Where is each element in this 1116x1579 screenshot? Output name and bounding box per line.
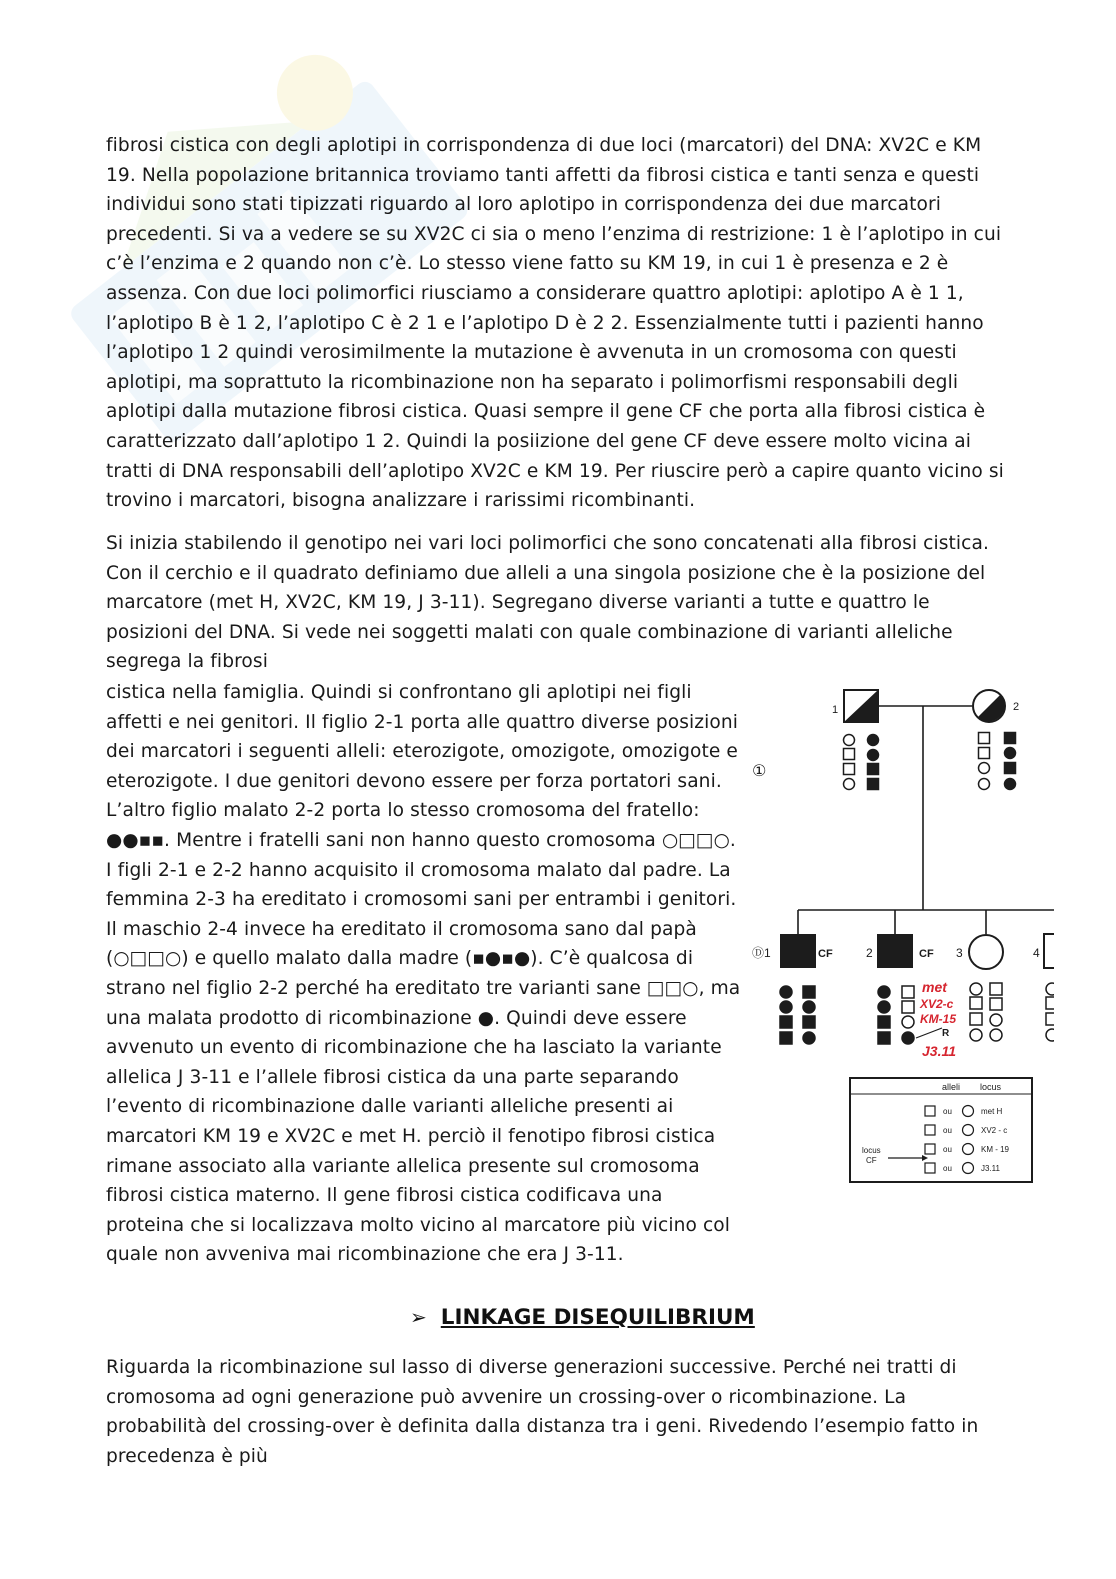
allele-square-filled (1005, 733, 1016, 744)
annotation-met: met (922, 979, 947, 995)
child-3-label: 3 (956, 946, 963, 960)
allele-square (844, 764, 855, 775)
allele-square (979, 733, 990, 744)
allele-circle-filled (902, 1032, 914, 1044)
child-4-alleles (1046, 983, 1054, 1041)
legend-header-locus: locus (980, 1082, 1002, 1092)
allele-square (990, 998, 1002, 1010)
allele-circle (844, 779, 855, 790)
allele-circle-filled (780, 1001, 792, 1013)
allele-circle-filled (1005, 748, 1016, 759)
legend-ou: ou (943, 1107, 952, 1116)
child-2-alleles (878, 986, 914, 1044)
allele-square (902, 1001, 914, 1013)
father-label: 1 (832, 704, 839, 716)
allele-circle (990, 1029, 1002, 1041)
legend-locus-xv2c: XV2 - c (981, 1126, 1008, 1135)
allele-square (990, 983, 1002, 995)
mother-alleles (979, 733, 1016, 790)
legend-box (850, 1078, 1032, 1182)
legend-circle (963, 1144, 974, 1155)
annotation-r: R (942, 1028, 950, 1039)
legend-locus-km19: KM - 19 (981, 1145, 1010, 1154)
allele-square-filled (868, 764, 879, 775)
child-1-affected-male (780, 934, 816, 968)
allele-circle-filled (803, 1001, 815, 1013)
allele-circle (970, 1029, 982, 1041)
allele-square-filled (803, 1016, 815, 1028)
allele-square (1046, 1013, 1054, 1025)
legend-circle (963, 1163, 974, 1174)
legend-locus-j311: J3.11 (981, 1164, 1000, 1173)
allele-circle (902, 1016, 914, 1028)
allele-square-filled (878, 1032, 890, 1044)
paragraph-genotype-intro: Si inizia stabilendo il genotipo nei vari loci polimorfici che sono concatenati alla fibrosi cistica. Con il cerchio e il quadrato definiamo due alleli a una singola posizione che è la posizione del marcatore (met H, XV2C, KM 19, J 3-11). Segregano diverse varianti a tutte e quattro le posizioni del DNA. Si vede nei soggetti malati con quale combinazione di varianti alleliche segrega la fibrosi (106, 533, 989, 673)
annotation-j311: J3.11 (922, 1043, 956, 1059)
allele-circle (844, 735, 855, 746)
legend-square (925, 1144, 935, 1154)
legend-ou: ou (943, 1164, 952, 1173)
father-alleles (844, 735, 879, 790)
allele-circle (990, 1014, 1002, 1026)
child-4-male (1044, 934, 1054, 968)
child-1-alleles (780, 986, 815, 1044)
allele-square-filled (803, 986, 815, 998)
allele-square-filled (878, 1016, 890, 1028)
allele-circle-filled (803, 1032, 815, 1044)
allele-circle (970, 983, 982, 995)
allele-square-filled (1005, 763, 1016, 774)
legend-circle (963, 1125, 974, 1136)
paragraph-linkage: Riguarda la ricombinazione sul lasso di diverse generazioni successive. Perché nei tratti di cromosoma ad ogni generazione può avvenire un crossing-over o ricombinazione. La probabilità del crossing-over è definita dalla distanza tra i geni. Rivedendo l’esempio fatto in precedenza è più (106, 1357, 979, 1467)
paragraph-haplotypes: fibrosi cistica con degli aplotipi in corrispondenza di due loci (marcatori) del DNA: XV2C e KM 19. Nella popolazione britannica troviamo tanti affetti da fibrosi cistica e tanti senza e questi individui sono stati tipizzati riguardo al loro aplotipo in corrispondenza dei due marcatori precedenti. Si va a vedere se su XV2C ci sia o meno l’enzima di restrizione: 1 è l’aplotipo in cui c’è l’enzima e 2 quando non c’è. Lo stesso viene fatto su KM 19, in cui 1 è presenza e 2 è assenza. Con due loci polimorfici riusciamo a considerare quattro aplotipi: aplotipo A è 1 1, l’aplotipo B è 1 2, l’aplotipo C è 2 1 e l’aplotipo D è 2 2. Essenzialmente tutti i pazienti hanno l’aplotipo 1 2 quindi verosimilmente la mutazione è avvenuta in un cromosoma con questi aplotipi, ma soprattuto la ricombinazione non ha separato i polimorfismi responsabili degli aplotipi dalla mutazione fibrosi cistica. Quasi sempre il gene CF che porta alla fibrosi cistica è caratterizzato dall’aplotipo 1 2. Quindi la posiizione del gene CF deve essere molto vicina ai tratti di DNA responsabili dell’aplotipo XV2C e KM 19. Per riuscire però a capire quanto vicino si trovino i marcatori, bisogna analizzare i rarissimi ricombinanti. (106, 135, 1004, 512)
legend-locus-cf-2: CF (866, 1156, 877, 1165)
allele-circle-filled (868, 735, 879, 746)
child-2-cf-label: CF (919, 948, 934, 960)
child-3-female (969, 935, 1003, 969)
child-2-affected-male (877, 934, 913, 968)
heading-text: LINKAGE DISEQUILIBRIUM (440, 1305, 755, 1330)
allele-square (970, 997, 982, 1009)
allele-circle-filled (878, 986, 890, 998)
allele-circle (979, 779, 990, 790)
mother-label: 2 (1013, 701, 1020, 713)
child-2-label: 2 (866, 946, 873, 960)
child-1-label: Ⓓ1 (752, 946, 771, 960)
allele-circle (1046, 1029, 1054, 1041)
arrow-bullet-icon: ➢ (410, 1305, 427, 1329)
allele-square-filled (780, 1032, 792, 1044)
section-heading (410, 1305, 755, 1330)
child-1-cf-label: CF (818, 948, 833, 960)
allele-square-filled (780, 1016, 792, 1028)
mother-symbol (973, 690, 1005, 722)
allele-circle-filled (780, 986, 792, 998)
child-3-alleles (970, 983, 1002, 1041)
child-4-label: 4 (1033, 946, 1040, 960)
legend-square (925, 1106, 935, 1116)
annotation-xv2c: XV2-c (920, 997, 954, 1011)
allele-square (902, 986, 914, 998)
legend-square (925, 1163, 935, 1173)
allele-square (1046, 997, 1054, 1009)
legend-ou: ou (943, 1126, 952, 1135)
legend-header-alleli: alleli (942, 1082, 961, 1092)
legend-locus-cf-1: locus (862, 1146, 881, 1155)
legend-locus-meth: met H (981, 1107, 1003, 1116)
allele-circle (979, 763, 990, 774)
legend-square (925, 1125, 935, 1135)
father-symbol (844, 690, 878, 722)
allele-circle-filled (1005, 779, 1016, 790)
allele-square (970, 1013, 982, 1025)
pedigree-figure (742, 676, 1054, 1196)
recombination-arrow (916, 1028, 942, 1038)
paragraph-genotype-pedigree: cistica nella famiglia. Quindi si confrontano gli aplotipi nei figli affetti e nei genitori. Il figlio 2-1 porta alle quattro diverse posizioni dei marcatori i seguenti alleli: eterozigote, omozigote, omozigote e eterozigote. I due genitori devono essere per forza portatori sani. L’altro figlio malato 2-2 porta lo stesso cromosoma del fratello: ●●▪▪. Mentre i fratelli sani non hanno questo cromosoma ○□□○. I figli 2-1 e 2-2 hanno acquisito il cromosoma malato dal padre. La femmina 2-3 ha ereditato i cromosomi sani per entrambi i genitori. Il maschio 2-4 invece ha ereditato il cromosoma sano dal papà (○□□○) e quello malato dalla madre (▪●▪●). C’è qualcosa di strano nel figlio 2-2 perché ha ereditato tre varianti sane □□○, ma una malata prodotto di ricombinazione ●. Quindi deve essere avvenuto un evento di ricombinazione che ha lasciato la variante allelica J 3-11 e l’allele fibrosi cistica da una parte separando l’evento di ricombinazione dalle varianti alleliche presenti ai marcatori KM 19 e XV2C e met H. perciò il fenotipo fibrosi cistica rimane associato alla variante allelica presente sul cromosoma fibrosi cistica materno. Il gene fibrosi cistica codificava una proteina che si localizzava molto vicino al marcatore più vicino col quale non avveniva mai ricombinazione che era J 3-11. (106, 682, 741, 1266)
allele-circle-filled (878, 1001, 890, 1013)
allele-circle (1046, 983, 1054, 995)
generation-label: ① (752, 763, 767, 780)
allele-square (979, 748, 990, 759)
allele-circle-filled (868, 750, 879, 761)
annotation-km: KM-15 (920, 1012, 957, 1026)
allele-square-filled (868, 779, 879, 790)
allele-square (844, 749, 855, 760)
legend-circle (963, 1106, 974, 1117)
legend-ou: ou (943, 1145, 952, 1154)
